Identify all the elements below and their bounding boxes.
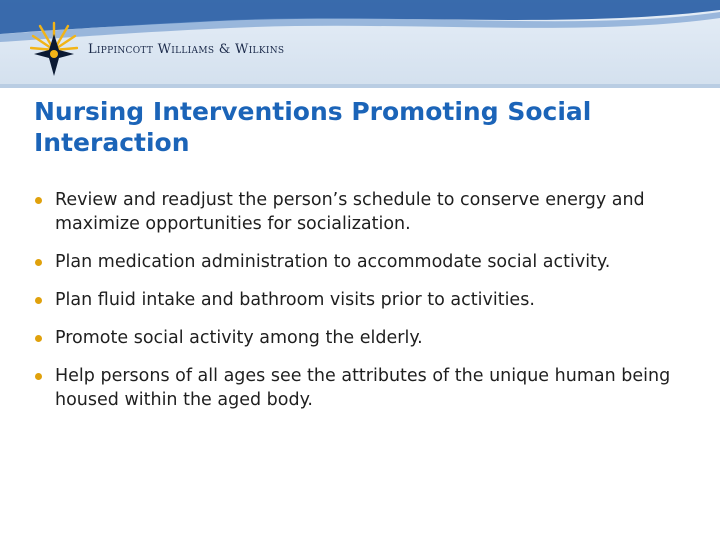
bullet-dot-icon xyxy=(35,297,42,304)
publisher-logo-text: Lippincott Williams & Wilkins xyxy=(88,42,285,57)
header-divider xyxy=(0,84,720,88)
bullet-item xyxy=(34,188,702,236)
bullet-text: Plan fluid intake and bathroom visits prior to activities. xyxy=(55,290,535,310)
bullet-dot-icon xyxy=(35,197,42,204)
bullet-item xyxy=(34,288,702,312)
bullet-dot-icon xyxy=(35,335,42,342)
bullet-item xyxy=(34,364,702,412)
slide-title: Nursing Interventions Promoting Social Interaction xyxy=(34,97,592,157)
bullet-text: Review and readjust the person’s schedule to conserve energy and maximize opportunities for socialization. xyxy=(55,190,645,234)
bullet-text: Promote social activity among the elderly. xyxy=(55,328,423,348)
bullet-item xyxy=(34,250,702,274)
bullet-list xyxy=(34,188,702,426)
bullet-item xyxy=(34,326,702,350)
slide-header xyxy=(0,0,720,88)
bullet-text: Plan medication administration to accommodate social activity. xyxy=(55,252,611,272)
bullet-dot-icon xyxy=(35,373,42,380)
bullet-dot-icon xyxy=(35,259,42,266)
publisher-logo-icon xyxy=(30,20,78,78)
bullet-text: Help persons of all ages see the attributes of the unique human being housed within the aged body. xyxy=(55,366,671,410)
